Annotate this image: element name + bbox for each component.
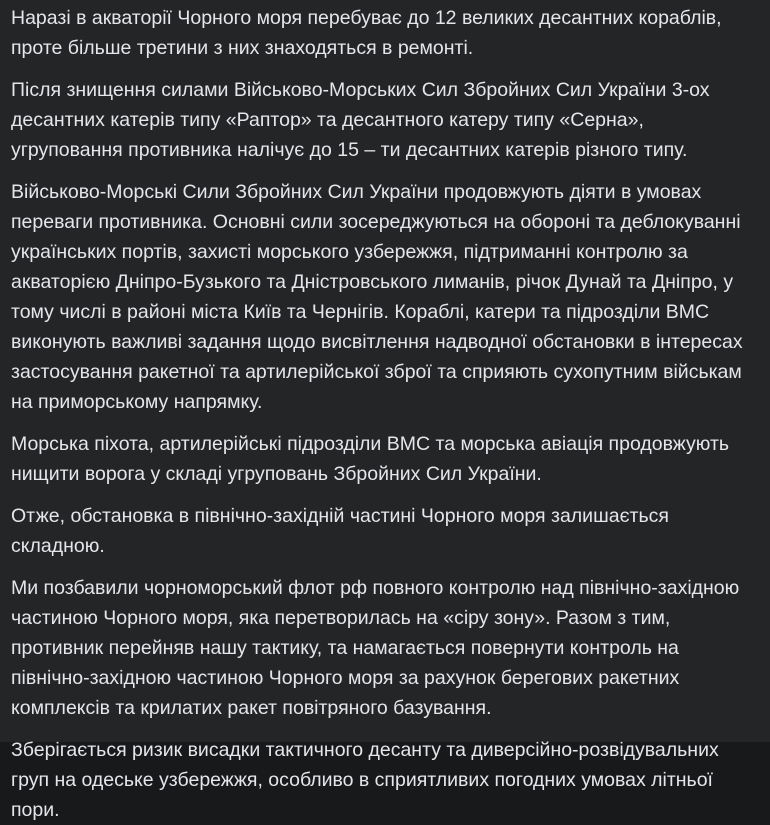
post-paragraph-7: Зберігається ризик висадки тактичного десанту та диверсійно-розвідувальних груп на одеське узбережжя, особливо в сприятливих погодних умовах літньої пори.	[11, 739, 719, 821]
post-paragraph-3: Військово-Морські Сили Збройних Сил України продовжують діяти в умовах переваги противника. Основні сили зосереджуються на обороні та деблокуванні українських портів, захисті морського узбережжя, підтриманні контролю за акваторією Дніпро-Бузького та Дністровського лиманів, річок Дунай та Дніпро, у тому числі в районі міста Київ та Чернігів. Кораблі, катери та підрозділи ВМС виконують важливі задання щодо висвітлення надводної обстановки в інтересах застосування ракетної та артилерійської зброї та сприяють сухопутним військам на приморському напрямку.	[11, 181, 743, 413]
post-paragraph-4: Морська піхота, артилерійські підрозділи ВМС та морська авіація продовжують нищити ворога у складі угруповань Збройних Сил України.	[11, 433, 730, 485]
post-paragraph-6: Ми позбавили чорноморський флот рф повного контролю над північно-західною частиною Чорного моря, яка перетворилась на «сіру зону». Разом з тим, противник перейняв нашу тактику, та намагається повернути контроль на північно-західною частиною Чорного моря за рахунок берегових ракетних комплексів та крилатих ракет повітряного базування.	[11, 577, 740, 719]
post-paragraph-5: Отже, обстановка в північно-західній частині Чорного моря залишається складною.	[11, 505, 669, 557]
post-paragraph-2: Після знищення силами Військово-Морських Сил Збройних Сил України 3-ох десантних катерів типу «Раптор» та десантного катеру типу «Серна», угруповання противника налічує до 15 – ти десантних катерів різного типу.	[11, 79, 710, 161]
post-paragraph-1: Наразі в акваторії Чорного моря перебуває до 12 великих десантних кораблів, проте більше третини з них знаходяться в ремонті.	[11, 7, 722, 59]
